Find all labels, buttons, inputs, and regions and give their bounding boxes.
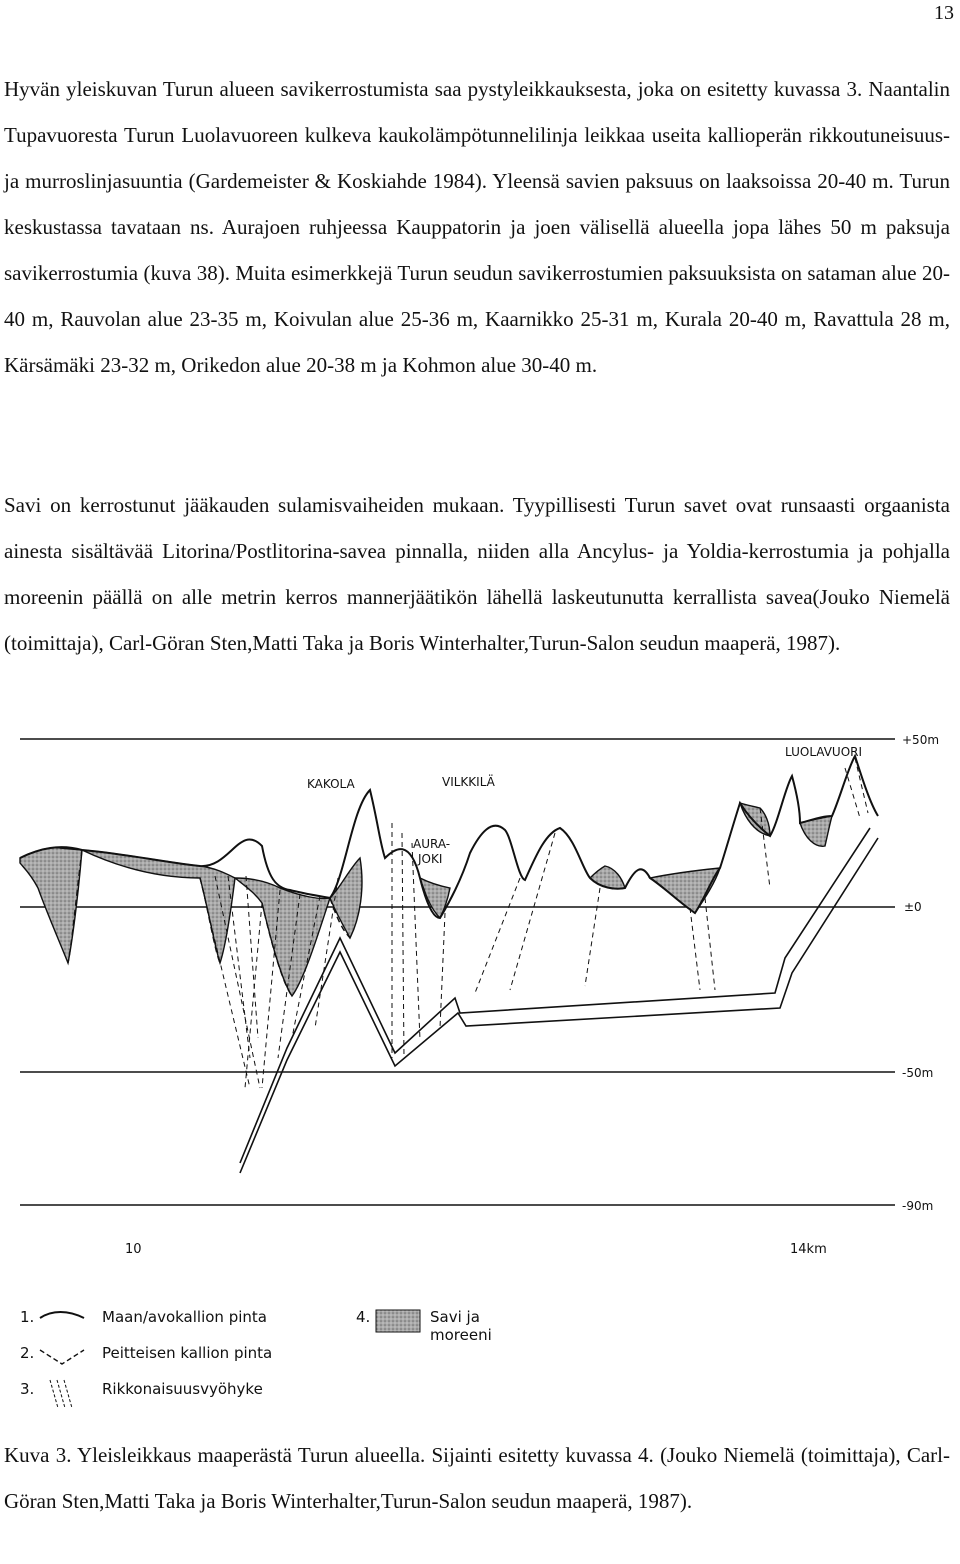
- body-paragraph-2: Savi on kerrostunut jääkauden sulamisvaiheiden mukaan. Tyypillisesti Turun savet ovat runsaasti orgaanista ainesta sisältävää Litorina/Postlitorina-savea pinnalla, niiden alla Ancylus- ja Yoldia-kerrostumia ja pohjalla moreenin päällä on alle metrin kerros mannerjäätikön lähellä laskeutunutta kerrallista savea(Jouko Niemelä (toimittaja), Carl-Göran Sten,Matti Taka ja Boris Winterhalter,Turun-Salon seudun maaperä, 1987).: [4, 493, 950, 655]
- place-label-luolavuori: LUOLAVUORI: [785, 745, 863, 759]
- legend-text-1: Maan/avokallion pinta: [102, 1308, 267, 1326]
- legend-symbol-ground-surface: [40, 1312, 84, 1318]
- page-number: 13: [934, 2, 954, 24]
- distance-label-14km: 14km: [790, 1242, 827, 1257]
- elevation-label-minus90: -90m: [902, 1199, 934, 1213]
- figure-legend: [20, 1308, 492, 1408]
- body-paragraph-1: Hyvän yleiskuvan Turun alueen savikerrostumista saa pystyleikkauksesta, joka on esitetty kuvassa 3. Naantalin Tupavuoresta Turun Luolavuoreen kulkeva kaukolämpötunnelilinja leikkaa useita kallioperän rikkoutuneisuus- ja murroslinjasuuntia (Gardemeister & Koskiahde 1984). Yleensä savien paksuus on laaksoissa 20-40 m. Turun keskustassa tavataan ns. Aurajoen ruhjeessa Kauppatorin ja joen välisellä alueella jopa lähes 50 m paksuja savikerrostumia (kuva 38). Muita esimerkkejä Turun seudun savikerrostumien paksuuksista on sataman alue 20-40 m, Rauvolan alue 23-35 m, Koivulan alue 25-36 m, Kaarnikko 25-31 m, Kurala 20-40 m, Ravattula 28 m, Kärsämäki 23-32 m, Orikedon alue 20-38 m ja Kohmon alue 30-40 m.: [4, 77, 950, 377]
- elevation-label-zero: ±0: [904, 900, 922, 914]
- place-label-vilkkila: VILKKILÄ: [442, 775, 495, 789]
- distance-label-10: 10: [125, 1242, 142, 1257]
- elevation-label-minus50: -50m: [902, 1066, 934, 1080]
- legend-symbol-clay-moraine: [376, 1310, 420, 1332]
- figure-caption: Kuva 3. Yleisleikkaus maaperästä Turun alueella. Sijainti esitetty kuvassa 4. (Jouko Niemelä (toimittaja), Carl-Göran Sten,Matti Taka ja Boris Winterhalter,Turun-Salon seudun maaperä, 1987).: [4, 1443, 950, 1513]
- legend-text-4b: moreeni: [430, 1326, 492, 1344]
- geological-cross-section-figure: [0, 728, 960, 1418]
- legend-number-3: 3.: [20, 1380, 35, 1398]
- legend-text-2: Peitteisen kallion pinta: [102, 1344, 273, 1362]
- tunnel-line: [240, 828, 878, 1173]
- place-label-aurajoki-1: AURA-: [413, 837, 451, 851]
- legend-number-4: 4.: [356, 1308, 371, 1326]
- legend-number-2: 2.: [20, 1344, 35, 1362]
- legend-text-3: Rikkonaisuusvyöhyke: [102, 1380, 263, 1398]
- place-label-aurajoki-2: JOKI: [418, 852, 443, 866]
- legend-symbol-covered-bedrock: [40, 1350, 84, 1364]
- place-label-kakola: KAKOLA: [307, 777, 355, 791]
- legend-symbol-fracture-zone: [50, 1380, 72, 1408]
- legend-text-4a: Savi ja: [430, 1308, 480, 1326]
- elevation-label-plus50: +50m: [902, 733, 940, 747]
- legend-number-1: 1.: [20, 1308, 35, 1326]
